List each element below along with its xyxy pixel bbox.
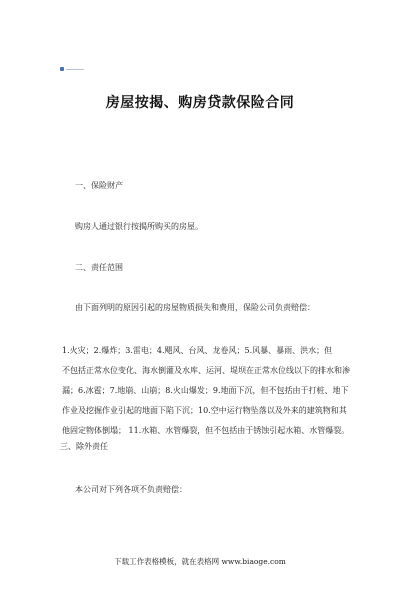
document-logo-icon (60, 67, 86, 71)
section-3-text: 本公司对下列各项不负责赔偿： (75, 485, 187, 494)
section-2-list (62, 341, 350, 441)
section-1-heading: 一、保险财产 (75, 181, 123, 190)
section-3-heading: 三、除外责任 (60, 442, 108, 451)
section-1-text: 购房人通过银行按揭所购买的房屋。 (75, 222, 203, 231)
list-line: 他固定物体倒塌； 11.水箱、水管爆裂，但不包括由于锈蚀引起水箱、水管爆裂。 (62, 426, 350, 435)
section-2-text: 由下面列明的原因引起的房屋物质损失和费用，保险公司负责赔偿： (75, 303, 315, 312)
list-line: 漏；6.冰雹；7.地崩、山崩；8.火山爆发；9.地面下沉，但不包括由于打桩、地下 (62, 386, 349, 395)
logo-dot (60, 67, 64, 71)
list-line: 1.火灾；2.爆炸；3.雷电；4.飓风、台风、龙卷风；5.风暴、暴雨、洪水；但 (62, 346, 333, 355)
footer-download-text: 下载工作表格模板，就在表格网 www.biaoge.com (114, 557, 286, 566)
document-title: 房屋按揭、购房贷款保险合同 (105, 95, 295, 111)
list-line: 不包括正常水位变化、海水倒灌及水库、运河、堤坝在正常水位线以下的排水和渗 (62, 366, 350, 375)
logo-bar (66, 69, 84, 70)
list-line: 作业及挖掘作业引起的地面下陷下沉；10.空中运行物坠落以及外来的建筑物和其 (62, 406, 347, 415)
section-2-heading: 二、责任范围 (75, 263, 123, 272)
